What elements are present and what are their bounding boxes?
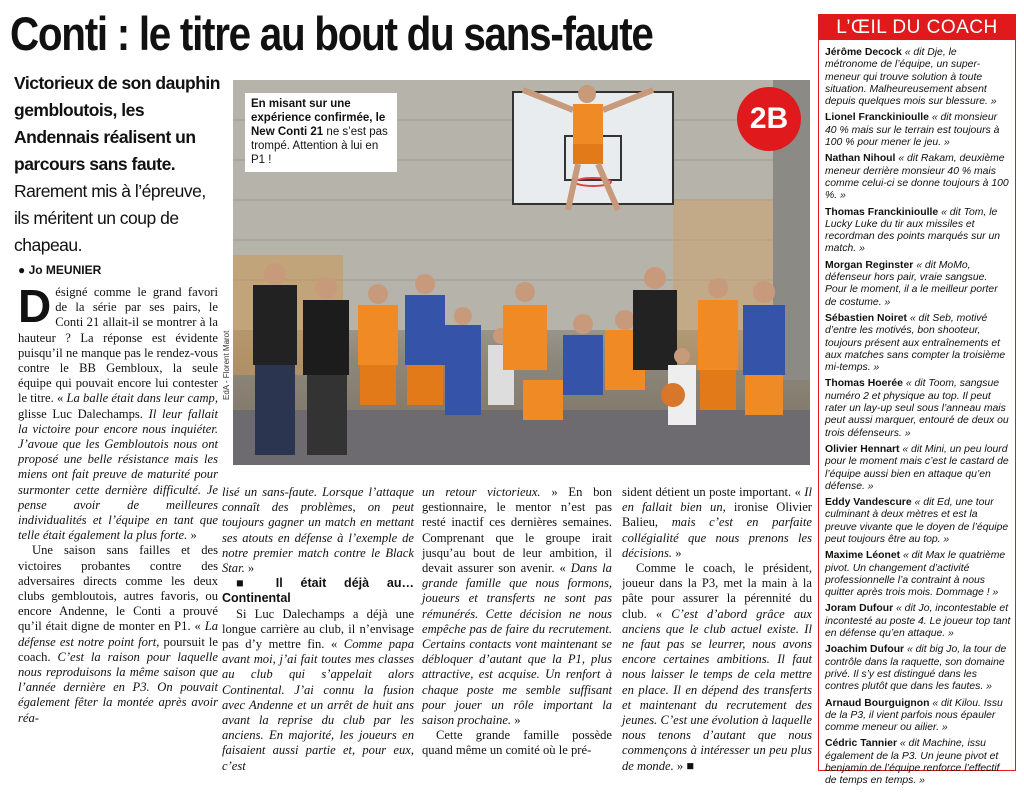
coach-comment-entry [825, 112, 1011, 149]
text: ésigné comme le grand favori de la série par ses pairs, le Conti 21 allait-il se montrer à la hauteur ? La réponse est évidente puisqu’il ne manque pas le rendez-vous contre le BB Gembloux, la seule équipe qui pouvait encore lui contester le titre. « [18, 285, 218, 406]
coach-comment-entry [825, 603, 1011, 640]
paragraph [18, 543, 218, 725]
coach-comment-entry [825, 153, 1011, 202]
player-name: Lionel Franckinioulle [825, 112, 929, 124]
quote: La défense est notre point fort, [18, 619, 219, 649]
player-quote: « dit Machine, issu également de la P3. Un jeune pivot et benjamin de l’équipe renforce l’effectif de temps en temps. » [825, 738, 1000, 787]
coach-comment-entry [825, 550, 1011, 599]
coach-comment-entry [825, 313, 1011, 374]
quote: La balle était dans leur camp, [66, 391, 218, 406]
player-quote: « dit Jo, incontestable et incontesté au poste 4. Le joueur top tant en défense qu’en attaque. » [825, 603, 1011, 640]
subheading-text: Il était déjà au… Continental [222, 576, 414, 606]
text: sident détient un poste important. « [622, 485, 801, 499]
text: » [514, 713, 521, 728]
sidebar-title: L’ŒIL DU COACH [818, 14, 1016, 40]
quote: Il leur fallait la victoire pour encore nous inquiéter. J’avoue que les Gembloutois nous ont proposé une belle résistance mais les miens ont fait preuve de maturité pour surmonter cette dernière difficulté. Je pense avoir de meilleures individualités et l’équipe en tant que telle était également la plus forte. [18, 406, 218, 543]
coach-comment-entry [825, 444, 1011, 493]
quote: C’est la raison pour laquelle nous reproduisons la même saison que l’année dernière en P3. On pouvait également fêter la montée après avoir réa- [18, 649, 218, 725]
player-name: Maxime Léonet [825, 550, 901, 562]
quote: mais c’est en parfaite collégialité que nous prenons les décisions. [622, 515, 812, 560]
text: » ■ [676, 758, 694, 773]
text: » [190, 528, 197, 543]
player-name: Joachim Dufour [825, 644, 905, 656]
quote: Il en fallait bien un, [622, 485, 812, 515]
coach-comment-entry [825, 207, 1011, 256]
deck-bold: Victorieux de son dauphin gembloutois, les Andennais réalisent un parcours sans faute. [14, 73, 220, 174]
player-quote: « dit Rakam, deuxième meneur derrière monsieur 40 % mais comme celui-ci se donne toujours à 100 %. » [825, 153, 1009, 202]
text: glisse Luc Dalechamps. [18, 406, 143, 421]
division-badge: 2B [737, 87, 801, 151]
text: poursuit le coach. [18, 634, 218, 664]
coach-comment-entry [825, 260, 1011, 309]
coach-comment-entry [825, 698, 1011, 735]
article-column-4 [622, 485, 812, 774]
text: Comme le coach, le président, joueur dans la P3, met la main à la pâte pour assurer la pérennité du club. « [622, 561, 812, 621]
article-column-2 [222, 485, 414, 774]
quote: Dans la grande famille que nous formons, joueurs et transferts ne sont pas rémunérés. Cette décision ne nous empêche pas de faire du recrutement. Certains contacts vont maintenant se débloquer d’autant que la P1, plus attractive, est acquise. Un renfort à chaque poste me semble suffisant pour jouer un rôle important la saison prochaine. [422, 561, 612, 728]
coach-comment-entry [825, 47, 1011, 108]
player-quote: « dit Kilou. Issu de la P3, il vient parfois nous épauler comme meneur ou ailier. » [825, 697, 1003, 734]
player-name: Joram Dufour [825, 603, 894, 615]
quote: un retour victorieux. [422, 485, 541, 499]
player-quote: « dit Max le quatrième pivot. Un changement d’activité professionnelle l’a contraint à nous quitter après trois mois. Dommage ! » [825, 550, 1006, 599]
quote: lisé un sans-faute. Lorsque l’attaque connaît des problèmes, on peut toujours gagner un match en mettant ses atouts en défense à l’exemple de notre premier match contre le Black Star. [222, 485, 414, 576]
player-name: Eddy Vandescure [825, 497, 912, 509]
player-name: Thomas Hoerée [825, 378, 903, 390]
subheading: ■ Il était déjà au… Continental [222, 576, 414, 606]
paragraph [222, 607, 414, 774]
photo-caption [245, 93, 397, 172]
quote: C’est d’abord grâce aux anciens que le club actuel existe. Il ne faut pas se leurrer, nous avons encore certaines ambitions. Il faut nous laisser le temps de cela mettre en place. Il en dépend des transferts et maintenant du recrutement des jeunes. C’est une évolution à laquelle nous tenons d’autant que nous commençons à intéresser un peu plus de monde. [622, 606, 813, 773]
paragraph [18, 280, 218, 543]
dropcap: D [18, 280, 52, 332]
paragraph [622, 485, 812, 561]
player-name: Arnaud Bourguignon [825, 697, 930, 709]
player-name: Sébastien Noiret [825, 312, 907, 324]
player-name: Morgan Reginster [825, 259, 914, 271]
coach-comment-entry [825, 738, 1011, 787]
text: Cette grande famille possède quand même un comité où le pré- [422, 728, 612, 758]
player-quote: « dit Toom, sangsue numéro 2 et physique au top. Il peut rater un lay-up seul sous l’anneau mais peut aussi marquer, entouré de deux ou trois défenseurs. » [825, 378, 1009, 439]
player-quote: « dit MoMo, défenseur hors pair, vraie sangsue. Pour le moment, il a le meilleur porter de costume. » [825, 259, 998, 308]
text: » [675, 545, 682, 560]
player-quote: « dit monsieur 40 % mais sur le terrain est toujours à 100 % pour mener le jeu. » [825, 112, 1000, 149]
paragraph [222, 485, 414, 576]
text: » En bon gestionnaire, le mentor n’est pas resté inactif ces dernières semaines. Comprenant que le groupe irait jusqu’au bout de leur ambition, il devait assurer son avenir. « [422, 485, 612, 576]
player-name: Jérôme Decock [825, 47, 902, 58]
coach-comment-entry [825, 378, 1011, 439]
text: Si Luc Dalechamps a déjà une longue carrière au club, il n’envisage pas d’y mettre fin. « [222, 606, 414, 652]
player-name: Olivier Hennart [825, 443, 900, 455]
paragraph [422, 485, 612, 728]
player-quote: « dit Ed, une tour culminant à deux mètres et est la preuve vivante que le doyen de l’équipe peut toujours être au top. » [825, 497, 1009, 545]
deck-regular: Rarement mis à l’épreuve, ils méritent un coup de chapeau. [14, 181, 206, 255]
article-column-3 [422, 485, 612, 759]
text: ironise Olivier Balieu, [622, 500, 812, 530]
text: » [247, 561, 255, 576]
photo-caption-rest: ne s’est pas trompé. Attention à lui en P1 ! [251, 126, 388, 166]
player-quote: « dit Tom, le Lucky Luke du tir aux missiles et recordman des points marqués sur un match. » [825, 206, 1000, 255]
player-quote: « dit Mini, un peu lourd pour le moment mais c’est le castard de l’équipe aussi bien en attaque qu’en défense. » [825, 443, 1009, 492]
headline: Conti : le titre au bout du sans-faute [10, 7, 653, 60]
player-name: Thomas Franckinioulle [825, 206, 939, 218]
player-quote: « dit big Jo, la tour de contrôle dans la raquette, son domaine privé. Il s’y est distingué dans les contres plutôt que dans les fautes. » [825, 644, 1007, 693]
player-name: Nathan Nihoul [825, 153, 896, 165]
text: Une saison sans failles et des victoires probantes contre des adversaires directs comme les deux clubs gembloutois, autres favoris, ou encore Andenne, le Conti a prouvé qu’il était digne de monter en P1. « [18, 543, 218, 634]
coach-comment-entry [825, 497, 1011, 546]
player-quote: « dit Seb, motivé d’entre les motivés, bon shooteur, toujours présent aux entraînements et aux matches sans compter la troisième mi-temps. » [825, 312, 1006, 374]
photo-caption-bold: En misant sur une expérience confirmée, le New Conti 21 [251, 98, 386, 138]
article-column-1 [18, 280, 219, 726]
player-quote: « dit Dje, le métronome de l’équipe, un super-meneur qui trouve solution à toute situation. Malheureusement absent depuis quelques mois sur blessure. » [825, 47, 997, 108]
coach-comments-list [825, 47, 1011, 792]
photo-credit: EdA - Florent Marot [222, 330, 231, 400]
coach-comment-entry [825, 644, 1011, 693]
deck [14, 70, 224, 259]
paragraph [422, 728, 612, 758]
quote: Comme papa avant moi, j’ai fait toutes mes classes au club qui s’appelait alors Continental. J’ai connu la fusion avec Andenne et un arrêt de huit ans avant la reprise du club par les anciens. En majorité, les joueurs en faisaient aussi partie et, pour eux, c’est [222, 637, 414, 773]
player-name: Cédric Tannier [825, 738, 897, 750]
paragraph [622, 561, 812, 774]
byline: ● Jo MEUNIER [18, 263, 102, 277]
